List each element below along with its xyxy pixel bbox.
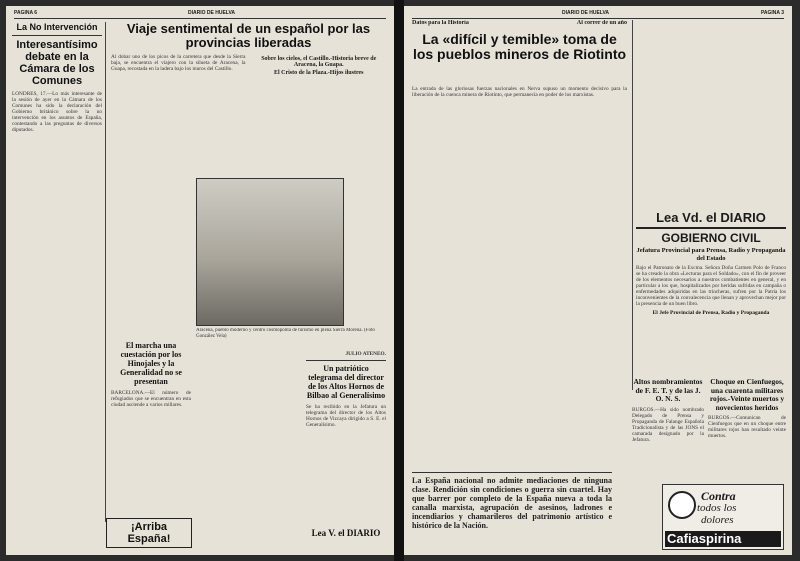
left-folio: PAGINA 6 bbox=[14, 10, 38, 16]
gobierno-civil-ad bbox=[636, 210, 786, 372]
aracena-photo bbox=[196, 178, 344, 326]
main-headline: La «difícil y temible» toma de los pueblos mineros de Riotinto bbox=[412, 32, 627, 62]
ad-tagline: Jefatura Provincial para Prensa, Radio y Propaganda del Estado bbox=[636, 247, 786, 262]
arriba-espana: ¡Arriba España! bbox=[106, 518, 192, 548]
right-folio: PAGINA 3 bbox=[760, 10, 784, 16]
ad-brand: Cafiaspirina bbox=[667, 531, 742, 546]
quote-text: La España nacional no admite mediaciones de ninguna clase. Rendición sin condiciones o guerra sin cuartel. Hay que barrer por completo de la España nueva a toda la canalla marxista, agrupación de asesinos, ladrones e incendiarios y chamarileros del patrimonio artístico e histórico de la Nación. bbox=[412, 476, 612, 530]
article-title: El marcha una cuestación por los Hinojales y la Generalidad no se presentan bbox=[120, 341, 182, 386]
byline: JULIO ATENEO. bbox=[345, 351, 386, 357]
article-title: Un patriótico telegrama del director de los Altos Hornos de Bilbao al Generalísimo bbox=[306, 364, 386, 400]
ad-headline: Lea Vd. el DIARIO bbox=[656, 210, 766, 225]
article-kicker: La No Intervención bbox=[16, 22, 98, 32]
article-subhead: Sobre los cielos, el Castillo.-Historia breve de Aracena, la Guapa. bbox=[261, 56, 377, 68]
right-page bbox=[404, 6, 792, 555]
lea-diario-left: Lea V. el DIARIO bbox=[311, 528, 381, 538]
article-title: Interesantísimo debate en la Cámara de los Comunes bbox=[16, 39, 98, 87]
section-datos: Datos para la Historia bbox=[412, 20, 469, 26]
photo-caption: Aracena, pueblo moderno y centro cosmopolita de turismo en plena Sierra Morena. (Foto González Vela) bbox=[196, 328, 375, 339]
lea-diario-left-box bbox=[306, 528, 386, 548]
article-refugiados bbox=[111, 341, 191, 521]
article-body: BURGOS.—Ha sido nombrado Delegado de Prensa y Propaganda de Falange Española Tradicionalista y de las JONS el camarada designado por la Jefatura. bbox=[632, 406, 704, 443]
left-header bbox=[14, 8, 386, 19]
arriba-espana-box bbox=[106, 518, 192, 548]
ad-subtitle: GOBIERNO CIVIL bbox=[661, 231, 761, 245]
left-masthead: DIARIO DE HUELVA bbox=[188, 10, 236, 16]
ad-body: Bajo el Patronato de la Excma. Señora Doña Carmen Polo de Franco se ha creado la obra «Lecturas para el Soldado», con el fin de proveer de los elementos necesarios a nuestros combatientes en general, y en particular a los que, hospitalizados por heridas sufridas en campaña o enfermedades adquiridas en las trincheras, sufren por la Patria los inconvenientes de la convalecencia que llenan y aprovechan mejor por la presencia de un buen libro. bbox=[636, 265, 786, 307]
right-header bbox=[412, 8, 784, 19]
left-page bbox=[6, 6, 394, 555]
ad-line: dolores bbox=[701, 514, 734, 526]
article-telegrama bbox=[306, 351, 386, 541]
photo-caption-block bbox=[196, 328, 386, 342]
article-body: BARCELONA.—El número de refugiados que se encuentran en esta ciudad asciende a varios millares. bbox=[111, 390, 191, 408]
ad-footer: El Jefe Provincial de Prensa, Radio y Propaganda bbox=[652, 310, 770, 316]
main-article-body bbox=[412, 86, 627, 466]
right-masthead: DIARIO DE HUELVA bbox=[562, 10, 610, 16]
article-title: Choque en Cienfuegos, una cuarenta militares rojos.-Veinte muertos y novecientos heridos bbox=[709, 378, 785, 412]
article-title: Viaje sentimental de un español por las provincias liberadas bbox=[126, 22, 371, 50]
main-body: La entrada de las gloriosas fuerzas nacionales en Nerva supuso un momento decisivo para la liberación de la cuenca minera de Riotinto, que permanecía en poder de los marxistas. bbox=[412, 86, 627, 98]
article-body: LONDRES, 17.—Lo más interesante de la sesión de ayer en la Cámara de los Comunes ha sido la declaración del Gobierno británico sobre la no intervención en los asuntos de España, contestando a las preguntas de diversos diputados. bbox=[12, 91, 102, 133]
article-title: Altos nombramientos de F. E. T. y de las J. O. N. S. bbox=[633, 378, 703, 403]
article-body: Se ha recibido en la Jefatura un telegrama del director de los Altos Hornos de Vizcaya dirigido a S. E. el Generalísimo. bbox=[306, 404, 386, 428]
section-labels bbox=[412, 20, 627, 30]
article-viaje-sentimental bbox=[111, 22, 386, 152]
article-nombramientos bbox=[632, 378, 704, 478]
main-headline-block bbox=[412, 32, 627, 82]
article-choque bbox=[708, 378, 786, 478]
article-subhead: El Cristo de la Plaza.-Hijos ilustres bbox=[273, 70, 364, 76]
article-body: Al dobar uno de los picos de la carretera que desde la Sierra baja, se encuentra el viajero con la silueta de Aracena, la Guapa, recostada en la ladera bajo los muros del Castillo. bbox=[111, 54, 246, 72]
ad-line: Contra bbox=[701, 489, 736, 503]
section-al-correr: Al correr de un año bbox=[576, 20, 627, 26]
quote-box bbox=[412, 472, 612, 551]
ad-line: todos los bbox=[697, 502, 737, 514]
article-body: BURGOS.—Comunican de Cienfuegos que en un choque entre militares rojos han resultado veinte muertos. bbox=[708, 415, 786, 439]
cafiaspirina-ad bbox=[662, 484, 784, 550]
page-gutter bbox=[394, 0, 404, 561]
article-no-intervencion bbox=[12, 22, 102, 462]
